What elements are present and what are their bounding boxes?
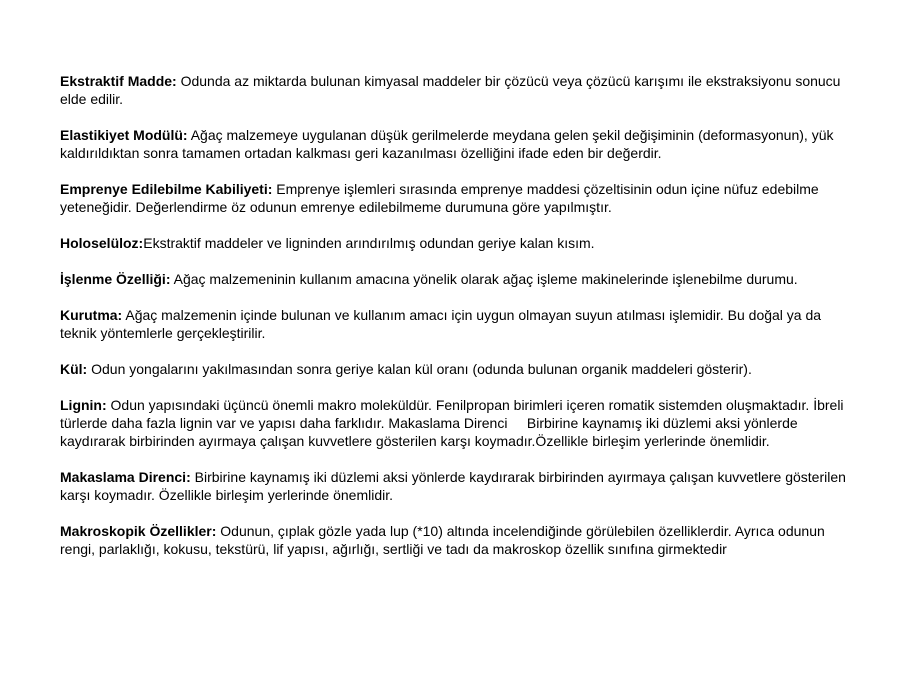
glossary-definition: Ağaç malzemeninin kullanım amacına yönelik olarak ağaç işleme makinelerinde işlenebilme durumu. [170, 271, 798, 287]
glossary-term: Elastikiyet Modülü: [60, 127, 188, 143]
glossary-term: Emprenye Edilebilme Kabiliyeti: [60, 181, 273, 197]
glossary-entry-holoseluloz [60, 234, 850, 252]
glossary-definition: Birbirine kaynamış iki düzlemi aksi yönlerde kaydırarak birbirinden ayırmaya çalışan kuvvetlere gösterilen karşı koymadır. Özellikle birleşim yerlerinde önemlidir. [60, 469, 846, 503]
glossary-term: İşlenme Özelliği: [60, 271, 171, 287]
glossary-definition: Odunun, çıplak gözle yada lup (*10) altında incelendiğinde görülebilen özelliklerdir. Ayrıca odunun rengi, parlaklığı, kokusu, tekstürü, lif yapısı, ağırlığı, sertliği ve tadı da makroskop özellik sınıfına girmektedir [60, 523, 825, 557]
glossary-entry-ekstraktif-madde [60, 72, 850, 108]
glossary-entry-lignin [60, 396, 850, 450]
glossary-term: Kurutma: [60, 307, 123, 323]
glossary-definition: Ağaç malzemeye uygulanan düşük gerilmelerde meydana gelen şekil değişiminin (deformasyonun), yük kaldırıldıktan sonra tamamen ortadan kalkması geri kazanılması özelliğini ifade eden bir değerdir. [60, 127, 834, 161]
glossary-definition: Ağaç malzemenin içinde bulunan ve kullanım amacı için uygun olmayan suyun atılması işlemidir. Bu doğal ya da teknik yöntemlerle gerçekleştirilir. [60, 307, 822, 341]
glossary-definition: Odun yapısındaki üçüncü önemli makro moleküldür. Fenilpropan birimleri içeren romatik sistemden oluşmaktadır. İbreli türlerde daha fazla lignin var ve yapısı daha farklıdır. Makaslama Direnci Birbirine kaynamış iki düzlemi aksi yönlerde kaydırarak birbirinden ayırmaya çalışan kuvvetlere gösterilen karşı koymadır.Özellikle birleşim yerlerinde önemlidir. [60, 397, 848, 449]
glossary-entry-kurutma [60, 306, 850, 342]
glossary-term: Ekstraktif Madde: [60, 73, 177, 89]
glossary-definition: Odun yongalarını yakılmasından sonra geriye kalan kül oranı (odunda bulunan organik maddeleri gösterir). [87, 361, 752, 377]
glossary-entry-islenme-ozelligi [60, 270, 850, 288]
glossary-entry-emprenye [60, 180, 850, 216]
glossary-term: Kül: [60, 361, 88, 377]
glossary-entry-elastikiyet-modulu [60, 126, 850, 162]
glossary-definition: Ekstraktif maddeler ve ligninden arındırılmış odundan geriye kalan kısım. [143, 235, 595, 251]
glossary-term: Holoselüloz: [60, 235, 144, 251]
glossary-entry-kul [60, 360, 850, 378]
glossary-entry-makaslama-direnci [60, 468, 850, 504]
glossary-definition: Emprenye işlemleri sırasında emprenye maddesi çözeltisinin odun içine nüfuz edebilme yeteneğidir. Değerlendirme öz odunun emrenye edilebilmeme durumuna göre yapılmıştır. [60, 181, 819, 215]
glossary-page [60, 72, 850, 576]
glossary-entry-makroskopik-ozellikler [60, 522, 850, 558]
glossary-term: Makaslama Direnci: [60, 469, 191, 485]
glossary-definition: Odunda az miktarda bulunan kimyasal maddeler bir çözücü veya çözücü karışımı ile ekstraksiyonu sonucu elde edilir. [60, 73, 841, 107]
glossary-term: Lignin: [60, 397, 107, 413]
glossary-term: Makroskopik Özellikler: [60, 523, 217, 539]
